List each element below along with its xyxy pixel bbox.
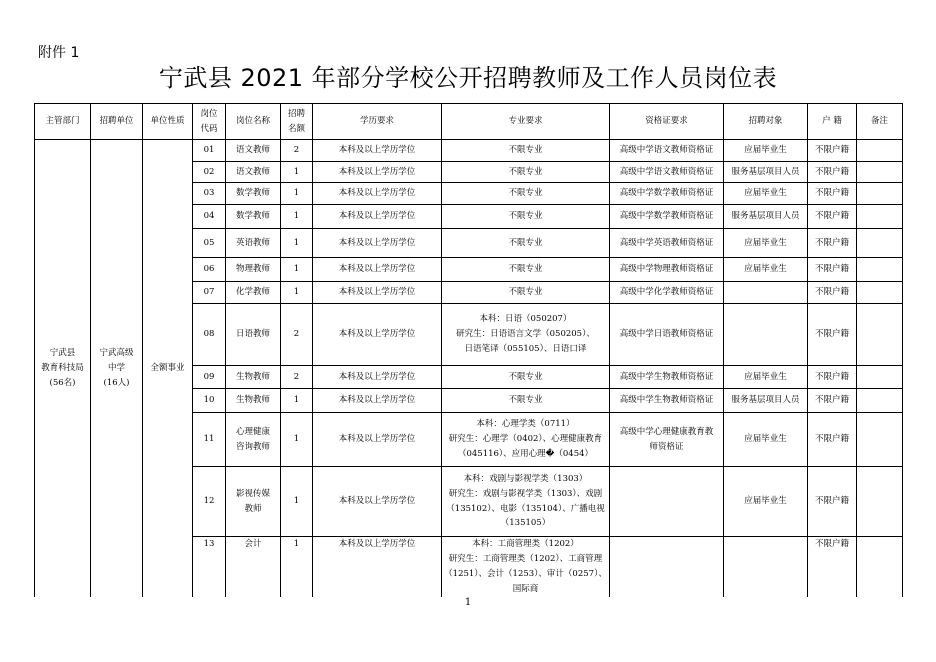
header-code-line1: 岗位 (200, 108, 218, 119)
header-hukou: 户 籍 (808, 104, 857, 140)
edu-cell: 本科及以上学历学位 (313, 467, 442, 537)
code-cell: 04 (193, 205, 226, 229)
target-cell: 应届毕业生 (724, 183, 808, 205)
unit-line3: (16人) (103, 377, 130, 388)
major-cell: 不限专业 (442, 162, 610, 183)
cert-cell: 高级中学语文教师资格证 (610, 140, 724, 162)
cert-cell: 高级中学英语教师资格证 (610, 229, 724, 258)
edu-cell: 本科及以上学历学位 (313, 413, 442, 467)
edu-cell: 本科及以上学历学位 (313, 282, 442, 304)
edu-cell: 本科及以上学历学位 (313, 304, 442, 366)
note-cell (857, 389, 903, 413)
major-line3: （135102）、电影（135104）、广播电视 (446, 503, 605, 514)
unit-cell (91, 140, 143, 597)
code-cell: 09 (193, 366, 226, 389)
header-code-line2: 代码 (200, 123, 218, 134)
hukou-cell: 不限户籍 (808, 229, 857, 258)
name-line1: 影视传媒 (235, 488, 270, 499)
unit-line1: 宁武高级 (99, 347, 134, 358)
major-line4: （135105） (500, 518, 551, 529)
header-row (35, 104, 903, 140)
unit-line2: 中学 (107, 362, 125, 373)
code-cell: 05 (193, 229, 226, 258)
name-cell: 数学教师 (226, 205, 281, 229)
attachment-label: 附件 1 (38, 45, 80, 61)
quota-cell: 1 (281, 282, 313, 304)
quota-cell: 1 (281, 258, 313, 282)
target-cell: 应届毕业生 (724, 413, 808, 467)
note-cell (857, 366, 903, 389)
name-cell: 语文教师 (226, 162, 281, 183)
quota-cell: 1 (281, 162, 313, 183)
code-cell: 02 (193, 162, 226, 183)
nature-cell: 全额事业 (143, 140, 193, 597)
target-cell: 应届毕业生 (724, 140, 808, 162)
major-line3: 日语笔译（055105）、日语口译 (464, 343, 587, 354)
target-cell (724, 537, 808, 597)
header-major: 专业要求 (442, 104, 610, 140)
target-cell: 应届毕业生 (724, 258, 808, 282)
major-line3: （045116）、应用心理�（0454） (457, 448, 594, 459)
note-cell (857, 162, 903, 183)
quota-cell: 2 (281, 366, 313, 389)
target-cell: 应届毕业生 (724, 467, 808, 537)
target-cell: 服务基层项目人员 (724, 389, 808, 413)
name-cell: 物理教师 (226, 258, 281, 282)
edu-cell: 本科及以上学历学位 (313, 389, 442, 413)
major-cell: 不限专业 (442, 366, 610, 389)
note-cell (857, 258, 903, 282)
note-cell (857, 140, 903, 162)
header-edu: 学历要求 (313, 104, 442, 140)
code-cell: 12 (193, 467, 226, 537)
cert-cell: 高级中学生物教师资格证 (610, 366, 724, 389)
major-line1: 本科：日语（050207） (479, 314, 572, 325)
hukou-cell: 不限户籍 (808, 140, 857, 162)
header-cert: 资格证要求 (610, 104, 724, 140)
cert-cell: 高级中学语文教师资格证 (610, 162, 724, 183)
name-line2: 教师 (244, 503, 262, 514)
dept-line1: 宁武县 (49, 347, 76, 358)
name-line2: 咨询教师 (235, 441, 270, 452)
positions-table (34, 103, 903, 597)
hukou-cell: 不限户籍 (808, 205, 857, 229)
cert-cell: 高级中学数学教师资格证 (610, 183, 724, 205)
major-line3: （1251）、会计（1253）、审计（0257）、国际商 (444, 568, 607, 594)
quota-cell: 2 (281, 140, 313, 162)
name-cell: 生物教师 (226, 366, 281, 389)
cert-cell (610, 413, 724, 467)
cert-cell: 高级中学生物教师资格证 (610, 389, 724, 413)
header-quota-line2: 名额 (287, 123, 305, 134)
major-cell (442, 467, 610, 537)
cert-line1: 高级中学心理健康教育教 (619, 426, 714, 437)
hukou-cell: 不限户籍 (808, 183, 857, 205)
note-cell (857, 537, 903, 597)
dept-line3: (56名) (49, 377, 76, 388)
page-title: 宁武县 2021 年部分学校公开招聘教师及工作人员岗位表 (158, 64, 778, 92)
note-cell (857, 413, 903, 467)
name-cell: 数学教师 (226, 183, 281, 205)
code-cell: 07 (193, 282, 226, 304)
code-cell: 06 (193, 258, 226, 282)
note-cell (857, 467, 903, 537)
dept-line2: 教育科技局 (41, 362, 84, 373)
table-row (35, 140, 903, 162)
major-cell: 不限专业 (442, 140, 610, 162)
name-cell: 英语教师 (226, 229, 281, 258)
header-unit: 招聘单位 (91, 104, 143, 140)
major-cell (442, 537, 610, 597)
note-cell (857, 282, 903, 304)
target-cell (724, 282, 808, 304)
hukou-cell: 不限户籍 (808, 537, 857, 597)
major-cell: 不限专业 (442, 282, 610, 304)
quota-cell: 2 (281, 304, 313, 366)
target-cell: 应届毕业生 (724, 229, 808, 258)
name-cell: 会计 (226, 537, 281, 597)
header-quota (281, 104, 313, 140)
major-line2: 研究生：日语语言文学（050205）、 (456, 329, 595, 340)
hukou-cell: 不限户籍 (808, 467, 857, 537)
header-dept: 主管部门 (35, 104, 91, 140)
name-cell: 语文教师 (226, 140, 281, 162)
hukou-cell: 不限户籍 (808, 258, 857, 282)
code-cell: 13 (193, 537, 226, 597)
major-line1: 本科：戏剧与影视学类（1303） (463, 473, 588, 484)
header-name: 岗位名称 (226, 104, 281, 140)
cert-cell: 高级中学化学教师资格证 (610, 282, 724, 304)
major-cell: 不限专业 (442, 229, 610, 258)
name-cell: 生物教师 (226, 389, 281, 413)
major-cell: 不限专业 (442, 389, 610, 413)
name-cell: 化学教师 (226, 282, 281, 304)
major-cell: 不限专业 (442, 205, 610, 229)
quota-cell: 1 (281, 413, 313, 467)
target-cell: 应届毕业生 (724, 366, 808, 389)
edu-cell: 本科及以上学历学位 (313, 140, 442, 162)
quota-cell: 1 (281, 389, 313, 413)
edu-cell: 本科及以上学历学位 (313, 537, 442, 597)
hukou-cell: 不限户籍 (808, 282, 857, 304)
cert-line2: 师资格证 (649, 441, 684, 452)
edu-cell: 本科及以上学历学位 (313, 162, 442, 183)
target-cell (724, 304, 808, 366)
note-cell (857, 229, 903, 258)
header-target: 招聘对象 (724, 104, 808, 140)
header-nature: 单位性质 (143, 104, 193, 140)
hukou-cell: 不限户籍 (808, 304, 857, 366)
page-number: 1 (464, 597, 472, 608)
major-line1: 本科：心理学类（0711） (476, 419, 575, 430)
major-line2: 研究生：戏剧与影视学类（1303）、戏剧 (448, 488, 603, 499)
code-cell: 01 (193, 140, 226, 162)
code-cell: 08 (193, 304, 226, 366)
name-cell: 日语教师 (226, 304, 281, 366)
cert-cell: 高级中学日语教师资格证 (610, 304, 724, 366)
major-line2: 研究生：工商管理类（1202）、工商管理 (448, 553, 603, 564)
quota-cell: 1 (281, 467, 313, 537)
quota-cell: 1 (281, 183, 313, 205)
hukou-cell: 不限户籍 (808, 366, 857, 389)
major-line2: 研究生：心理学（0402）、心理健康教育 (448, 434, 603, 445)
quota-cell: 1 (281, 229, 313, 258)
edu-cell: 本科及以上学历学位 (313, 183, 442, 205)
target-cell: 服务基层项目人员 (724, 162, 808, 183)
cert-cell (610, 537, 724, 597)
cert-cell: 高级中学数学教师资格证 (610, 205, 724, 229)
major-cell (442, 413, 610, 467)
note-cell (857, 304, 903, 366)
edu-cell: 本科及以上学历学位 (313, 366, 442, 389)
quota-cell: 1 (281, 537, 313, 597)
cert-cell (610, 467, 724, 537)
major-cell: 不限专业 (442, 258, 610, 282)
edu-cell: 本科及以上学历学位 (313, 229, 442, 258)
hukou-cell: 不限户籍 (808, 162, 857, 183)
name-cell (226, 467, 281, 537)
code-cell: 11 (193, 413, 226, 467)
edu-cell: 本科及以上学历学位 (313, 205, 442, 229)
cert-cell: 高级中学物理教师资格证 (610, 258, 724, 282)
header-quota-line1: 招聘 (287, 108, 305, 119)
target-cell: 服务基层项目人员 (724, 205, 808, 229)
major-line1: 本科：工商管理类（1202） (472, 539, 579, 549)
header-note: 备注 (857, 104, 903, 140)
note-cell (857, 183, 903, 205)
name-line1: 心理健康 (235, 426, 270, 437)
note-cell (857, 205, 903, 229)
name-cell (226, 413, 281, 467)
edu-cell: 本科及以上学历学位 (313, 258, 442, 282)
hukou-cell: 不限户籍 (808, 413, 857, 467)
major-cell (442, 304, 610, 366)
dept-cell (35, 140, 91, 597)
major-cell: 不限专业 (442, 183, 610, 205)
code-cell: 03 (193, 183, 226, 205)
header-code (193, 104, 226, 140)
quota-cell: 1 (281, 205, 313, 229)
hukou-cell: 不限户籍 (808, 389, 857, 413)
code-cell: 10 (193, 389, 226, 413)
